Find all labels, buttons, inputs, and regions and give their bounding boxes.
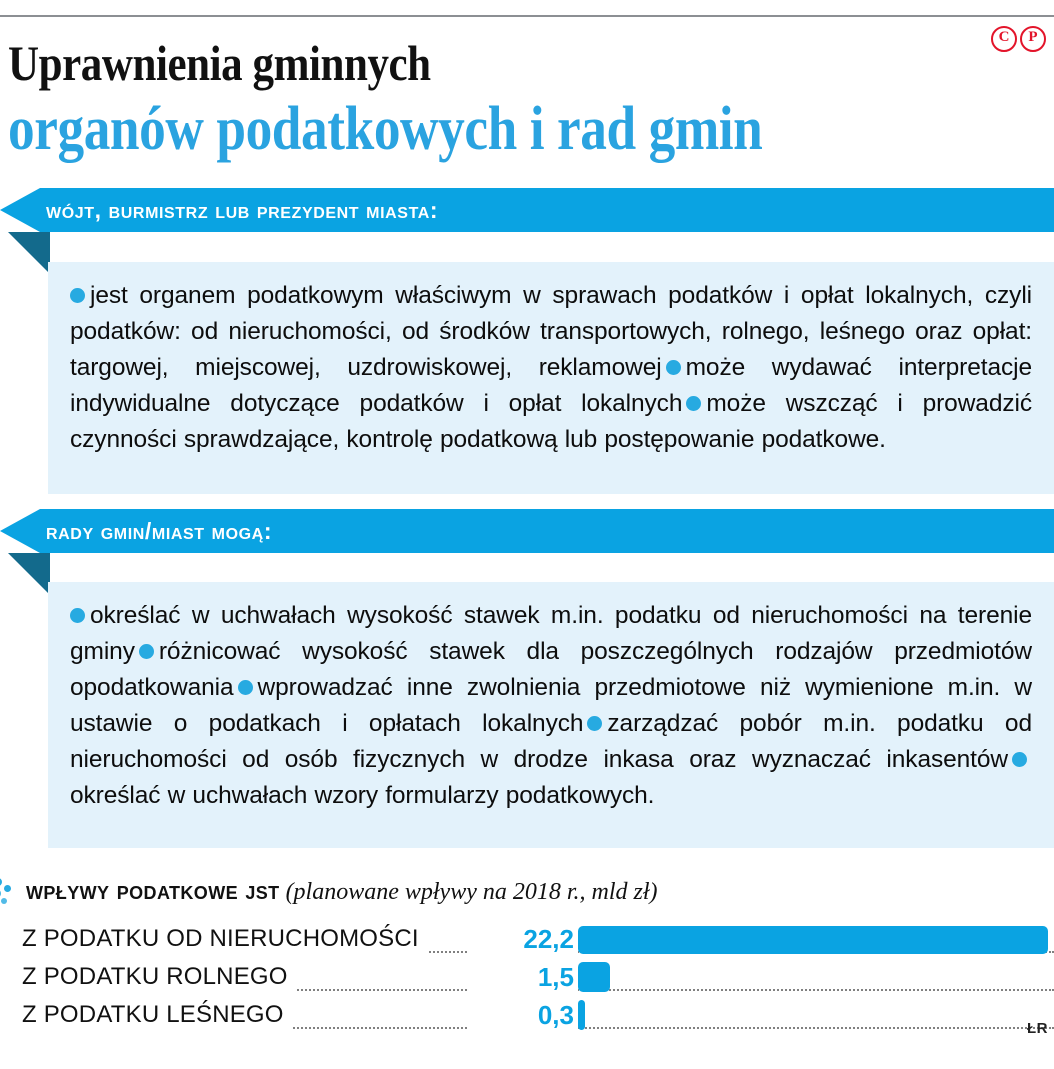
chart-row bbox=[22, 996, 1054, 1034]
body-part: określać w uchwałach wysokość stawek m.in. podatku od nieruchomości na terenie gminy bbox=[70, 602, 1032, 665]
ribbon-fold-shadow bbox=[8, 553, 50, 595]
headline-line-2: organów podatkowych i rad gmin bbox=[8, 95, 763, 163]
body-part: jest organem podatkowym właściwym w sprawach podatków i opłat lokalnych, czyli podatków: od nieruchomości, od środków transportowych, rolnego, leśnego oraz opłat: targowej, miejscowej, uzdrowiskowej, reklamowej bbox=[70, 282, 1032, 381]
section-body-text-rady bbox=[70, 598, 1032, 814]
chart-title: wpływy podatkowe jst bbox=[26, 877, 280, 905]
chart-bar bbox=[578, 926, 1048, 954]
bullet-icon bbox=[587, 716, 602, 731]
body-part: zarządzać pobór m.in. podatku od nieruchomości od osób fizycznych w drodze inkasa oraz wyznaczać inkasentów bbox=[70, 710, 1032, 773]
chart-header bbox=[0, 874, 1054, 908]
copyright-c-icon: C bbox=[991, 26, 1017, 52]
top-divider bbox=[0, 15, 1054, 17]
body-part: określać w uchwałach wzory formularzy podatkowych. bbox=[70, 782, 655, 809]
section-title-rady: rady gmin/miast mogą: bbox=[46, 518, 273, 544]
chart-title-group bbox=[26, 874, 658, 908]
bullet-icon bbox=[238, 680, 253, 695]
section-header-wojt bbox=[0, 188, 1054, 232]
ribbon-fold-shadow bbox=[8, 232, 50, 274]
tax-revenue-bar-chart bbox=[22, 920, 1054, 1034]
ribbon-arrow-left bbox=[0, 188, 40, 232]
body-part: różnicować wysokość stawek dla poszczególnych rodzajów przedmiotów opodatkowania bbox=[70, 638, 1032, 701]
bullet-icon bbox=[666, 360, 681, 375]
section-body-wojt bbox=[48, 262, 1054, 494]
chart-subtitle: (planowane wpływy na 2018 r., mld zł) bbox=[285, 879, 658, 905]
copyright-p-icon: P bbox=[1020, 26, 1046, 52]
ribbon-arrow-left bbox=[0, 509, 40, 553]
chart-row bbox=[22, 920, 1054, 958]
page-title bbox=[8, 36, 1048, 162]
section-body-rady bbox=[48, 582, 1054, 848]
bullet-icon bbox=[139, 644, 154, 659]
bullet-icon bbox=[686, 396, 701, 411]
body-part: wprowadzać inne zwolnienia przedmiotowe niż wymienione m.in. w ustawie o podatkach i opłatach lokalnych bbox=[70, 674, 1032, 737]
credit-initials: ŁR bbox=[1027, 1020, 1048, 1037]
headline-line-1: Uprawnienia gminnych bbox=[8, 35, 431, 91]
bullet-icon bbox=[70, 608, 85, 623]
section-body-text-wojt bbox=[70, 278, 1032, 458]
chart-row bbox=[22, 958, 1054, 996]
chart-row-value: 0,3 bbox=[468, 996, 578, 1034]
chart-bar bbox=[578, 1000, 585, 1030]
chart-row-label: Z PODATKU LEŚNEGO bbox=[22, 996, 292, 1034]
section-title-wojt: wójt, burmistrz lub prezydent miasta: bbox=[46, 197, 439, 223]
dot-cluster-icon bbox=[0, 876, 26, 906]
chart-row-value: 22,2 bbox=[468, 920, 578, 958]
body-part: może wszcząć i prowadzić czynności sprawdzające, kontrolę podatkową lub postępowanie podatkowe. bbox=[70, 390, 1032, 453]
chart-row-label: Z PODATKU ROLNEGO bbox=[22, 958, 296, 996]
bullet-icon bbox=[1012, 752, 1027, 767]
body-part: może wydawać interpretacje indywidualne dotyczące podatków i opłat lokalnych bbox=[70, 354, 1033, 417]
chart-row-label: Z PODATKU OD NIERUCHOMOŚCI bbox=[22, 920, 427, 958]
section-header-rady bbox=[0, 509, 1054, 553]
chart-row-value: 1,5 bbox=[468, 958, 578, 996]
chart-bar bbox=[578, 962, 610, 992]
bullet-icon bbox=[70, 288, 85, 303]
